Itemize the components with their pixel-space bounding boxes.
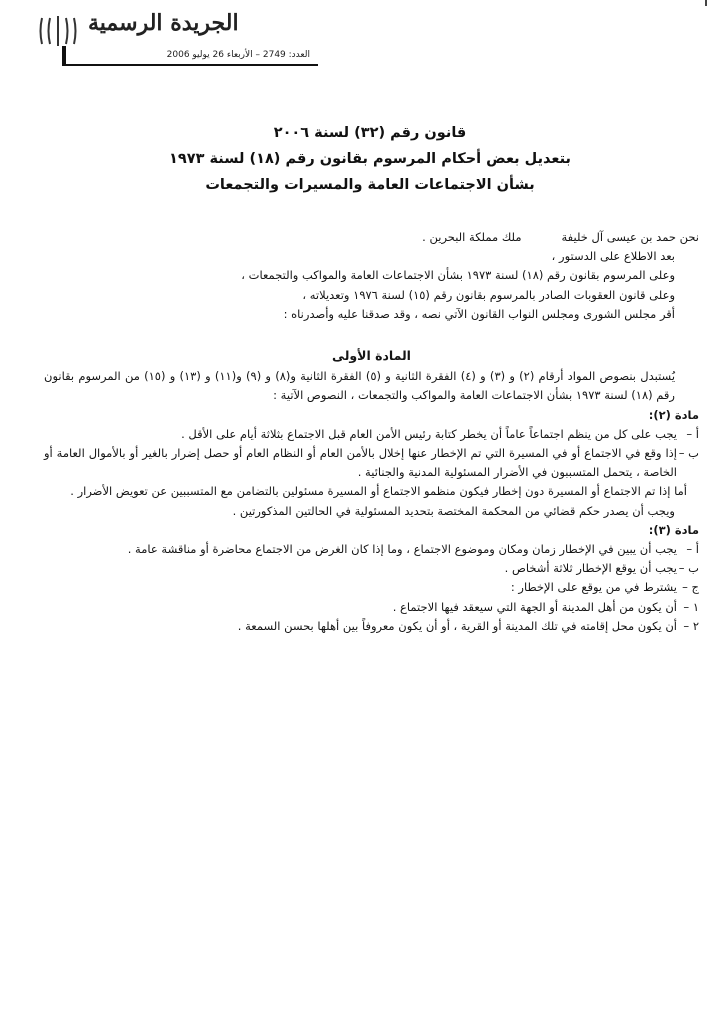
art3-clause-b [44,559,699,578]
item-marker: ٢ – [683,618,699,633]
masthead [30,8,239,52]
issue-line: العدد: 2749 – الأربعاء 26 يوليو 2006 [166,50,310,60]
art3-item-1 [44,598,699,617]
clause-text: يجب على كل من ينظم اجتماعاً عاماً أن يخطر كتابة رئيس الأمن العام قبل الاجتماع بثلاثة أيام على الأقل . [181,426,677,441]
king-line [44,228,699,247]
article-2-label: مادة (٢): [648,407,699,422]
item-text: أن يكون من أهل المدينة أو الجهة التي سيعقد فيها الاجتماع . [392,599,677,614]
preamble-enactment: أقر مجلس الشورى ومجلس النواب القانون الآتي نصه ، وقد صدقنا عليه وأصدرناه : [283,306,675,321]
king-name: نحن حمد بن عيسى آل خليفة [561,230,699,244]
article-3-label: مادة (٣): [648,522,699,537]
item-marker: ١ – [683,599,699,614]
article-1-intro: يُستبدل بنصوص المواد أرقام (٢) و (٣) و (٤) الفقرة الثانية و (٥) الفقرة الثانية و(٨) و (٩) و(١١) و (١٣) و (١٥) من المرسوم بقانون رقم (١٨) لسنة ١٩٧٣ بشأن الاجتماعات العامة والمواكب والتجمعات ، النصوص الآتية : [44,369,676,403]
clause-text: يجب أن يبين في الإخطار زمان ومكان وموضوع الاجتماع ، وما إذا كان الغرض من الاجتماع محاضرة أو مناقشة عامة . [127,542,677,557]
art2-clause-a [44,425,699,444]
king-title: ملك مملكة البحرين . [422,230,522,244]
law-body [44,228,699,636]
art2-clause-b [44,444,699,482]
law-title: قانون رقم (٣٢) لسنة ٢٠٠٦ [273,125,467,141]
clause-marker: أ – [686,542,699,557]
gazette-logo-text: الجريدة الرسمية [88,10,239,36]
law-title-block [120,120,620,198]
art2-paragraph-c: أما إذا تم الاجتماع أو المسيرة دون إخطار فيكون منظمو الاجتماع أو المسيرة مسئولين بالتضامن مع المتسببين عن تعويض الأضرار . [70,484,687,499]
law-subtitle-2: بشأن الاجتماعات العامة والمسيرات والتجمعات [205,177,535,193]
page-corner-mark [705,0,707,6]
law-subtitle-1: بتعديل بعض أحكام المرسوم بقانون رقم (١٨) لسنة ١٩٧٣ [169,151,571,167]
article-1-heading: المادة الأولى [332,348,411,364]
clause-text: يشترط في من يوقع على الإخطار : [510,580,677,595]
art3-clause-a [44,540,699,559]
preamble-constitution: بعد الاطلاع على الدستور ، [551,249,675,264]
clause-marker: أ – [686,426,699,441]
clause-text: يجب أن يوقع الإخطار ثلاثة أشخاص . [504,561,677,576]
clause-text: إذا وقع في الاجتماع أو في المسيرة التي تم الإخطار عنها إخلال بالأمن العام أو النظام العام أو حصل إضرار بالغير أو بالأموال العامة أو الخاصة ، يتحمل المتسببون في الأضرار المسئولية المدنية والجنائية . [44,446,677,480]
art2-paragraph-d: ويجب أن يصدر حكم قضائي من المحكمة المختصة بتحديد المسئولية في الحالتين المذكورتين . [232,503,675,518]
art3-clause-c [44,578,699,597]
art3-item-2 [44,617,699,636]
preamble-penal-code: وعلى قانون العقوبات الصادر بالمرسوم بقانون رقم (١٥) لسنة ١٩٧٦ وتعديلاته ، [302,287,675,302]
clause-marker: ج – [682,580,699,595]
preamble-decree: وعلى المرسوم بقانون رقم (١٨) لسنة ١٩٧٣ بشأن الاجتماعات العامة والمواكب والتجمعات ، [241,268,675,283]
clause-marker: ب – [678,561,699,576]
item-text: أن يكون محل إقامته في تلك المدينة أو القرية ، أو أن يكون معروفاً بين أهلها بحسن السمعة . [237,618,677,633]
gazette-emblem-icon [36,14,78,48]
header-rule [62,64,318,66]
clause-marker: ب – [678,446,699,461]
